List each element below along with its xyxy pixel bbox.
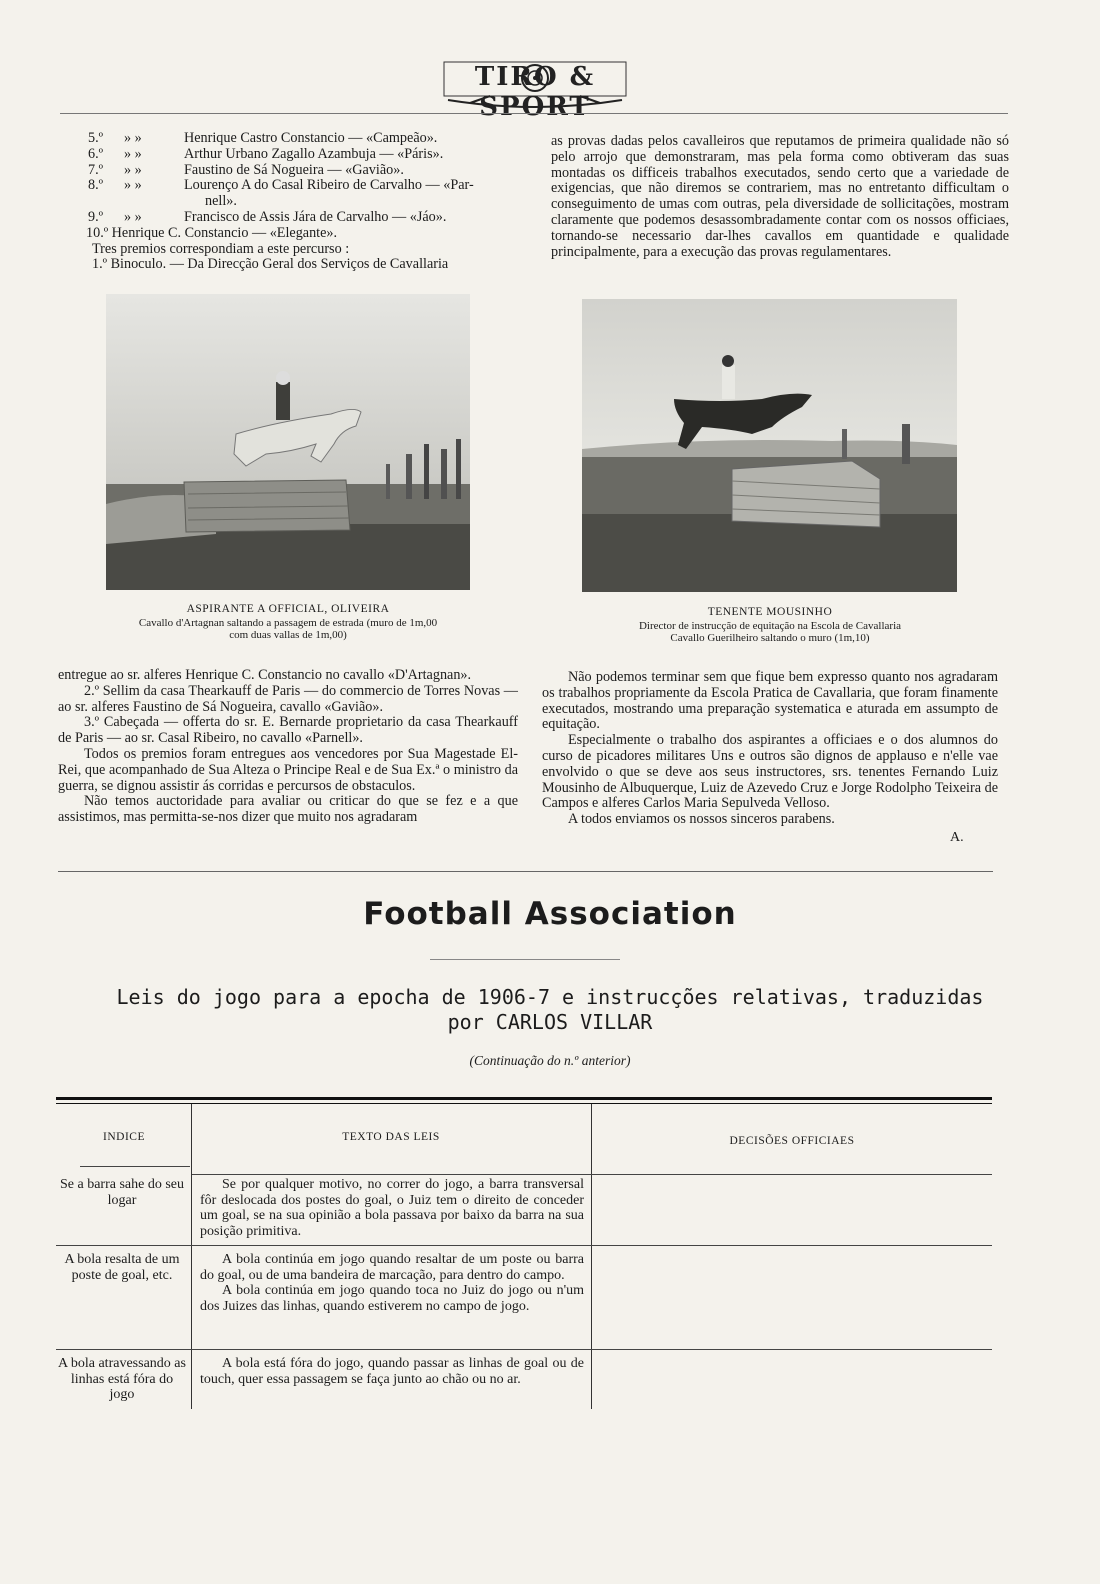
table-row-text: Se por qualquer motivo, no correr do jogo, a barra transversal fôr deslocada dos postes do goal, o Juiz tem o direito de conceder um goal, se na sua opinião a bola passava por baixo da barra na sua posição primitiva.: [200, 1177, 584, 1239]
photo2-caption-title: TENENTE MOUSINHO: [707, 606, 833, 618]
table-column-divider: [191, 1104, 192, 1409]
prize-list: [88, 131, 518, 273]
table-column-divider: [591, 1104, 592, 1409]
list-item: nell».: [205, 193, 237, 210]
list-item: 6.º » » Arthur Urbano Zagallo Azambuja — «Páris».: [88, 145, 444, 162]
photo-tenente-mousinho: [582, 299, 957, 592]
list-item: 5.º » » Henrique Castro Constancio — «Campeão».: [88, 130, 438, 146]
top-divider: [60, 113, 1008, 114]
section-title: Football Association: [363, 896, 737, 932]
masthead-logo: [440, 56, 630, 122]
list-item: 8.º » » Lourenço A do Casal Ribeiro de Carvalho — «Par-: [88, 177, 474, 194]
photo2-caption-line: Cavallo Guerilheiro saltando o muro (1m,10): [670, 632, 870, 644]
photo1-caption-line: com duas vallas de 1m,00): [229, 629, 347, 641]
section-divider: [58, 871, 993, 872]
photo2-caption-line: Director de instrucção de equitação na Escola de Cavallaria: [638, 620, 902, 632]
photo1-caption-line: Cavallo d'Artagnan saltando a passagem de estrada (muro de 1m,00: [138, 617, 438, 629]
continuation-note: (Continuação do n.º anterior): [469, 1053, 631, 1068]
article-text-mid-right: Não podemos terminar sem que fique bem expresso quanto nos agradaram os trabalhos propriamente da Escola Pratica de Cavallaria, que foram finamente executados, mostrando uma preparação systematica e aturada em assumpto de equitação. Especialmente o trabalho dos aspirantes a officiaes e o dos alumnos do curso de picadores militares Uns e outros são dignos de applauso e n'elle vae envolvido o que se deve aos seus instructores, srs. tenentes Fernando Luiz Mousinho de Albuquerque, Luiz de Azevedo Cruz e Jorge Rodolpho Teixeira de Campos e alferes Carlos Maria Sepulveda Velloso. A todos enviamos os nossos sinceros parabens.: [542, 669, 998, 828]
title-underline: [430, 959, 620, 960]
photo2-caption: [580, 606, 960, 644]
table-header-indice: INDICE: [103, 1131, 145, 1143]
list-item: 9.º » » Francisco de Assis Jára de Carvalho — «Jáo».: [88, 208, 447, 225]
subtitle-line: por CARLOS VILLAR: [447, 1010, 653, 1034]
table-row-index: A bola atravessando as linhas está fóra do jogo: [58, 1356, 186, 1402]
article-text-mid-left: entregue ao sr. alferes Henrique C. Constancio no cavallo «D'Artagnan». 2.º Sellim da casa Thearkauff de Paris — do commercio de Torres Novas — ao sr. alferes Faustino de Sá Nogueira, cavallo «Gavião». 3.º Cabeçada — offerta do sr. E. Bernarde proprietario da casa Thearkauff de Paris — ao sr. Casal Ribeiro, no cavallo «Parnell». Todos os premios foram entregues aos vencedores por Sua Magestade El-Rei, que acompanhado de Sua Alteza o Principe Real e de Sua Ex.ª o ministro da guerra, se dignou assistir ás corridas e percursos de obstaculos. Não temos auctoridade para avaliar ou criticar do que se fez e a que assistimos, mas permitta-se-nos dizer que muito nos agradaram: [58, 667, 518, 826]
table-row-rule: [56, 1245, 992, 1246]
table-row-index: Se a barra sahe do seu logar: [59, 1177, 184, 1208]
photo1-caption: [100, 603, 476, 641]
table-row-rule: [56, 1349, 992, 1350]
article-signature: A.: [950, 830, 964, 845]
table-top-rule-thin: [56, 1103, 992, 1104]
list-item: 1.º Binoculo. — Da Direcção Geral dos Serviços de Cavallaria: [92, 256, 449, 273]
list-item: 10.º Henrique C. Constancio — «Elegante».: [86, 224, 338, 241]
table-header-texto: TEXTO DAS LEIS: [342, 1131, 440, 1143]
list-item: 7.º » » Faustino de Sá Nogueira — «Gavião».: [88, 161, 404, 178]
section-subtitle: [90, 985, 1010, 1035]
table-header-rule: [80, 1166, 190, 1167]
table-row-index: A bola resalta de um poste de goal, etc.: [64, 1252, 180, 1283]
table-header-decisoes: DECISÕES OFFICIAES: [729, 1135, 855, 1147]
table-top-rule: [56, 1097, 992, 1100]
article-text-top-right: as provas dadas pelos cavalleiros que reputamos de primeira qualidade não só pelo arrojo que demonstraram, mas pela forma como obtiveram das suas montadas os difficeis trabalhos executados, sendo certo que a variedade de exigencias, que não diremos se contrariem, mas no entretanto difficultam o conseguimento de umas com outras, pela diversidade de sollicitações, mostram claramente que podemos desassombradamente contar com os nossos officiaes, tornando-se necessario dar-lhes cavallos em quantidade e qualidade principalmente, para a execução das provas regulamentares.: [551, 133, 1009, 260]
subtitle-line: Leis do jogo para a epocha de 1906-7 e instrucções relativas, traduzidas: [116, 985, 984, 1009]
photo-aspirante-oliveira: [106, 294, 470, 590]
list-item: Tres premios correspondiam a este percurso :: [92, 240, 350, 257]
masthead-text: TIRO & SPORT: [474, 62, 596, 122]
table-header-rule: [192, 1174, 992, 1175]
photo1-caption-title: ASPIRANTE A OFFICIAL, OLIVEIRA: [186, 603, 390, 615]
table-row-text: A bola continúa em jogo quando resaltar de um poste ou barra do goal, ou de uma bandeira de marcação, para dentro do campo. A bola continúa em jogo quando toca no Juiz do jogo ou n'um dos Juizes das linhas, quando estiverem no campo de jogo.: [200, 1252, 584, 1314]
table-row-text: A bola está fóra do jogo, quando passar as linhas de goal ou de touch, quer essa passagem se faça junto ao chão ou no ar.: [200, 1356, 584, 1387]
